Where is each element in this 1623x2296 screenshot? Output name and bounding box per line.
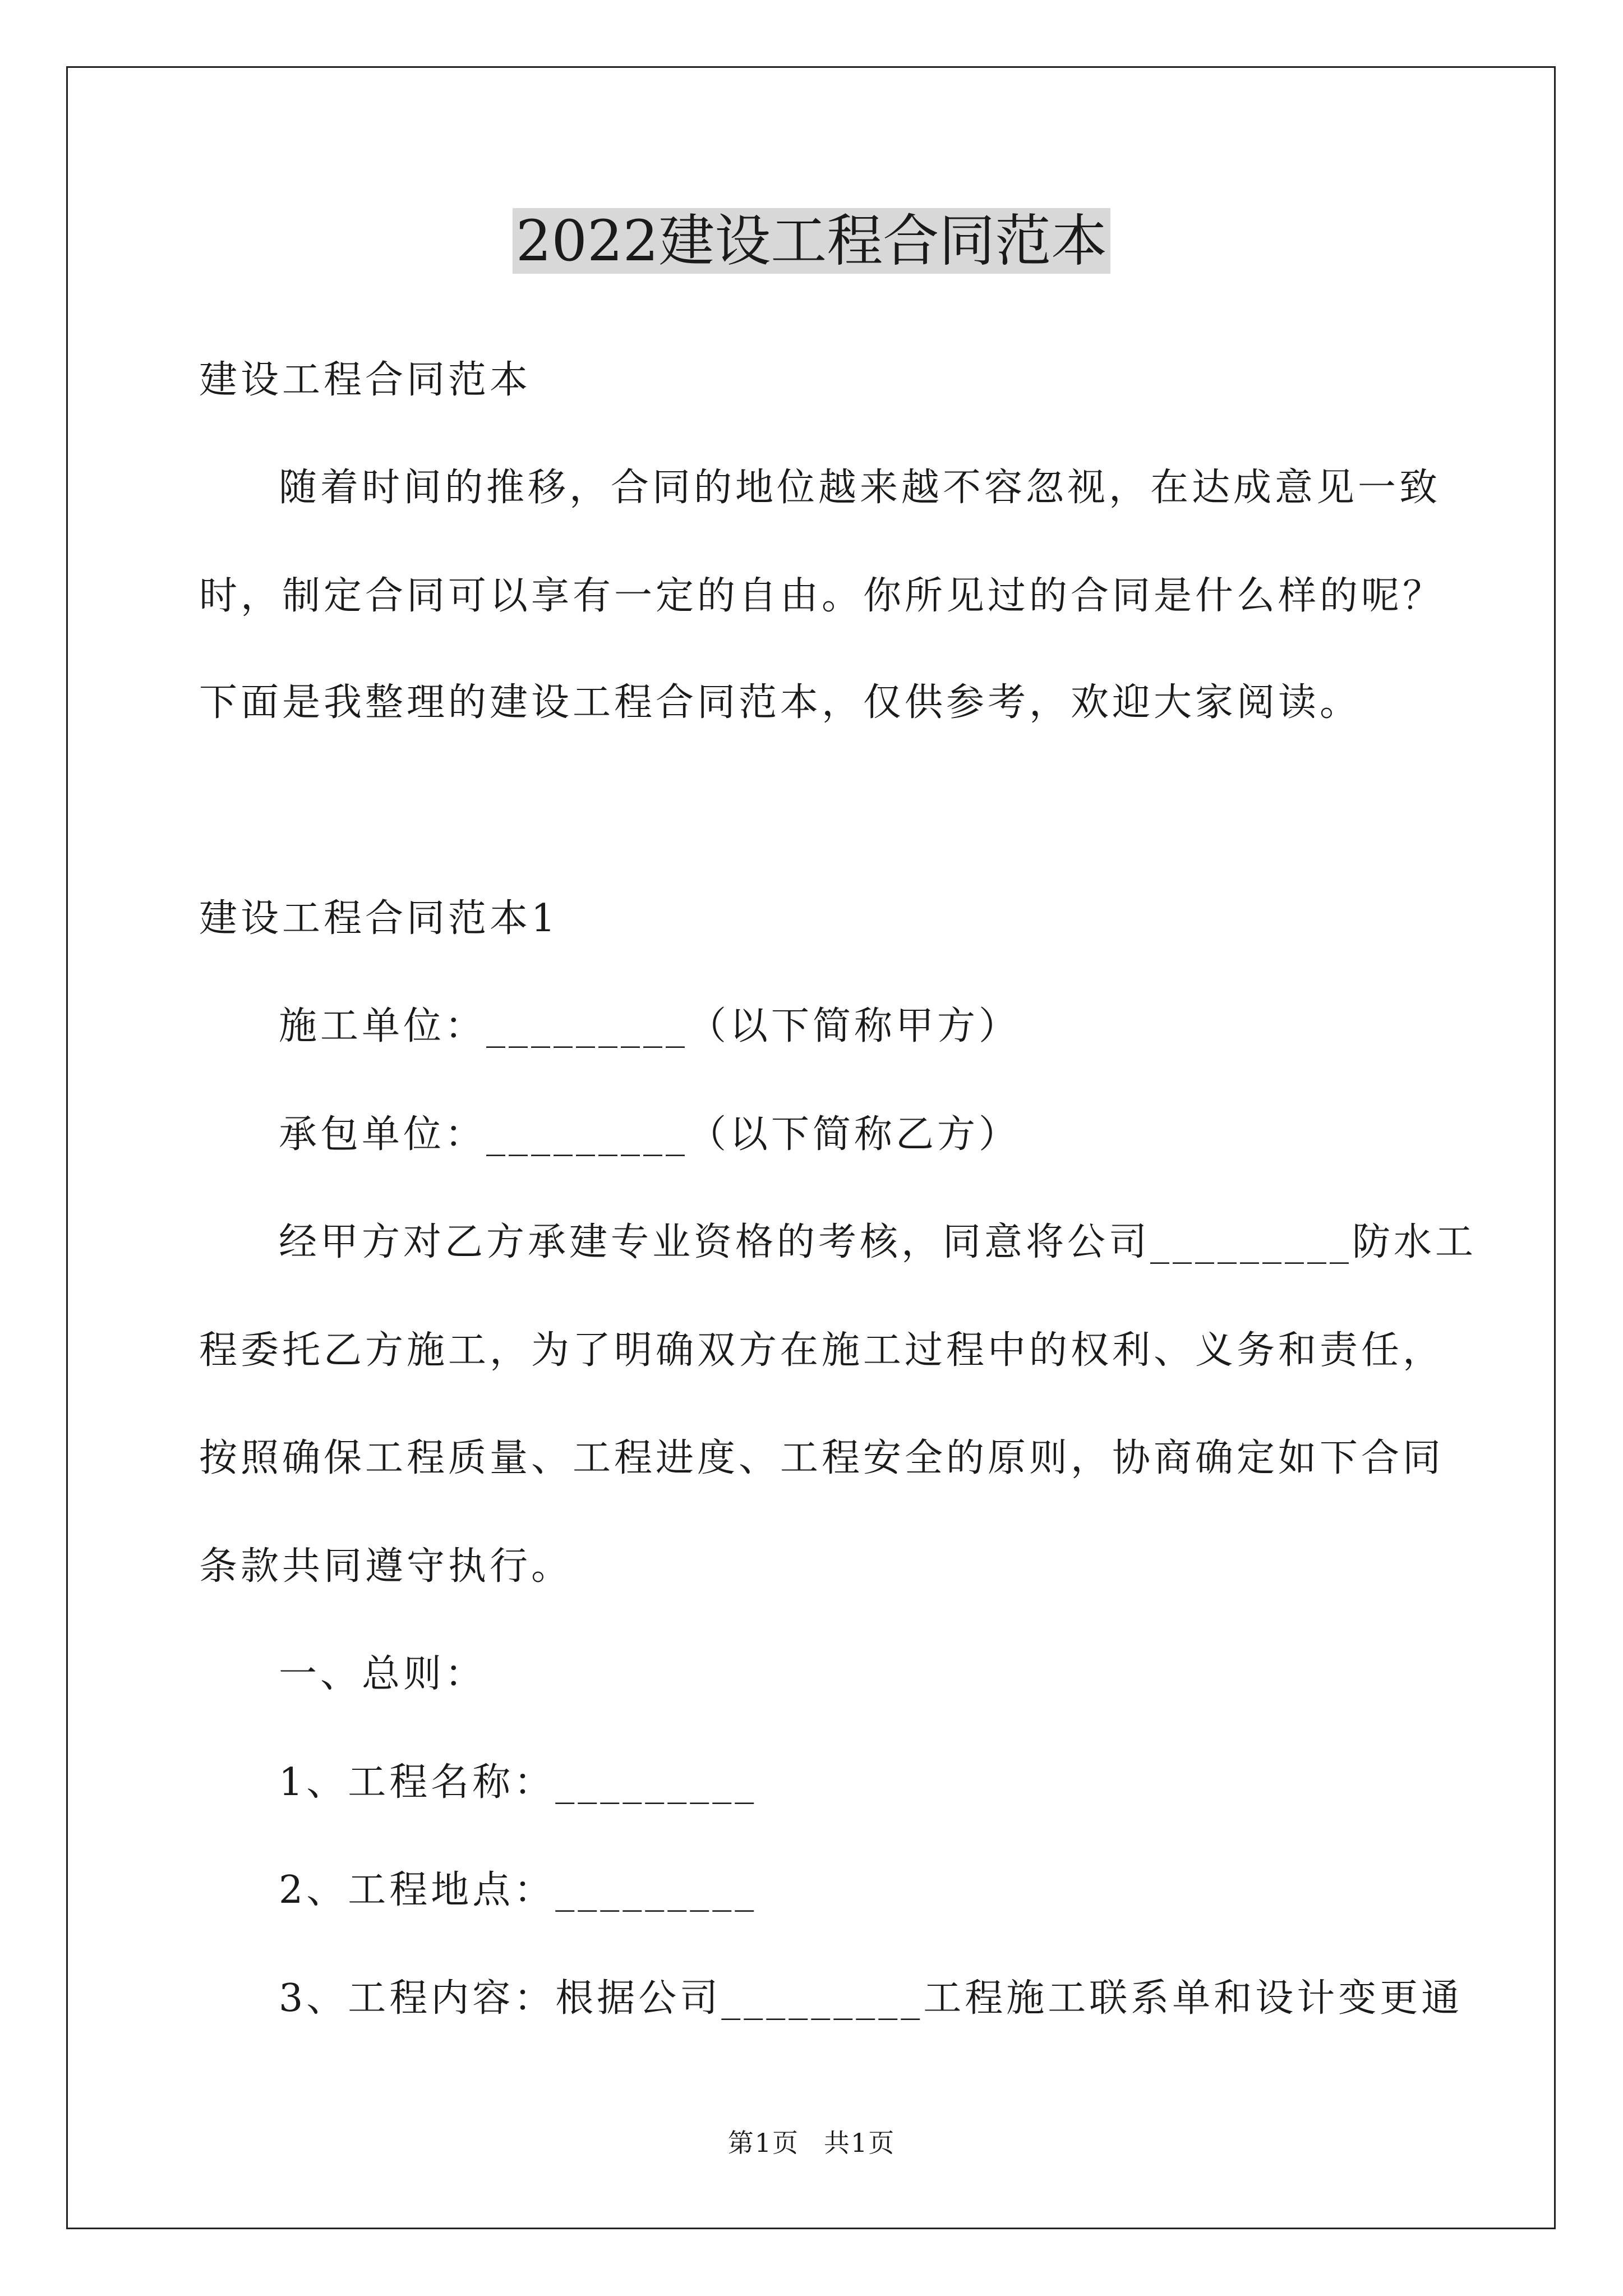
body-line-clause: 1、工程名称：_________ (279, 1760, 758, 1805)
body-line-clause-heading: 一、总则： (279, 1652, 487, 1696)
body-line: 按照确保工程质量、工程进度、工程安全的原则，协商确定如下合同 (199, 1436, 1445, 1480)
body-line: 随着时间的推移，合同的地位越来越不容忽视，在达成意见一致 (279, 466, 1441, 510)
body-line: 经甲方对乙方承建专业资格的考核，同意将公司_________防水工 (279, 1220, 1477, 1264)
body-line: 施工单位：_________（以下简称甲方） (279, 1004, 1021, 1048)
body-line: 下面是我整理的建设工程合同范本，仅供参考，欢迎大家阅读。 (199, 680, 1362, 725)
page-number-total: 共1页 (824, 2128, 896, 2158)
page-footer (0, 2126, 1623, 2160)
body-line: 承包单位：_________（以下简称乙方） (279, 1112, 1021, 1157)
body-line-heading: 建设工程合同范本 (199, 358, 532, 402)
body-line-section-heading: 建设工程合同范本1 (199, 896, 559, 941)
document-body (199, 0, 1477, 2296)
document-title-text: 2022建设工程合同范本 (513, 208, 1111, 274)
page-number-current: 第1页 (727, 2128, 799, 2158)
body-line: 条款共同遵守执行。 (199, 1544, 573, 1589)
body-line-clause: 3、工程内容：根据公司_________工程施工联系单和设计变更通 (279, 1976, 1463, 2021)
body-line: 时，制定合同可以享有一定的自由。你所见过的合同是什么样的呢？ (199, 574, 1445, 618)
body-line-clause: 2、工程地点：_________ (279, 1868, 758, 1912)
body-line: 程委托乙方施工，为了明确双方在施工过程中的权利、义务和责任， (199, 1328, 1445, 1373)
